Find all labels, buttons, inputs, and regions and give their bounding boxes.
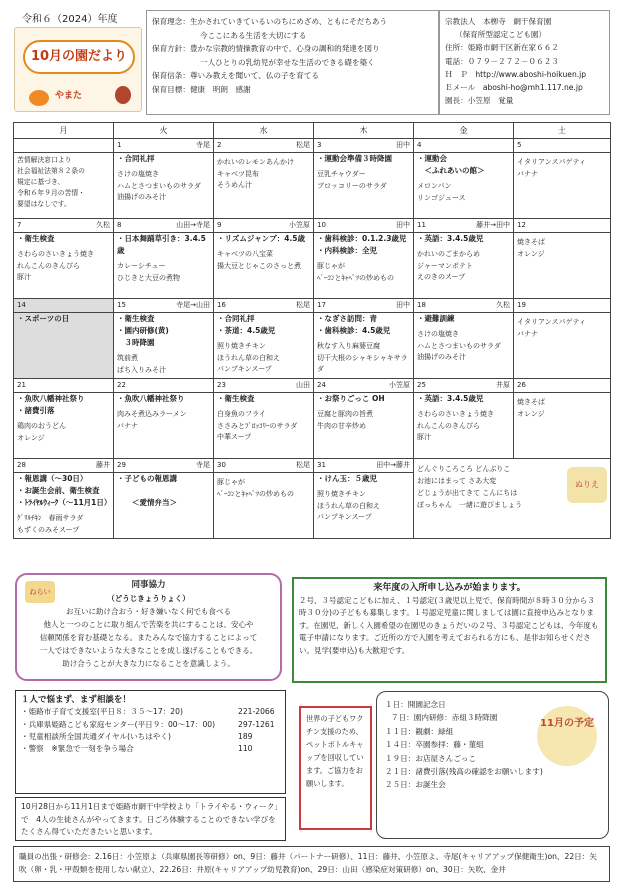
event-text: ・歯科検診：0.1.2.3歳児 ・内科検診：全児 [317, 234, 407, 255]
pet-bottle-notice: 世界の子どもワクチン支援のため、ペットボトルキャップを回収しています。ご協力をお願いします。 [299, 706, 372, 830]
event-cell [214, 393, 314, 459]
date-cell [214, 299, 314, 313]
date-number: 25 [417, 381, 426, 389]
date-number: 5 [517, 141, 522, 149]
event-text: ・合同礼拝 ・茶道：4.5歳児 [217, 314, 276, 335]
lunch-menu: さけの塩焼き ハムとさつまいものサラダ 油揚げのみそ汁 [117, 170, 201, 201]
date-cell [514, 299, 611, 313]
staff-name: 井原 [496, 381, 510, 389]
date-number: 19 [517, 301, 526, 309]
philosophy-line: 保育信条：尊いみ教えを聞いて、仏の子を育てる [152, 71, 319, 81]
event-row [14, 393, 611, 459]
day-header: 木 [314, 123, 414, 139]
org-website[interactable]: Ｈ Ｐ http://www.aboshi-hoikuen.jp [445, 69, 587, 79]
staff-name: 山田→寺尾 [176, 221, 210, 229]
event-cell [114, 473, 214, 539]
november-item: １９日：お店屋さんごっこ [385, 753, 476, 763]
event-text: ・日本舞踊草引き：3.4.5歳 [117, 234, 206, 255]
event-text: ・なぎさ訪問：青 ・歯科検診：4.5歳児 [317, 314, 391, 335]
november-item: ２５日：お誕生会 [385, 780, 446, 790]
staff-name: 寺尾→山田 [176, 301, 210, 309]
consult-number[interactable]: 110 [238, 744, 253, 754]
date-cell [314, 379, 414, 393]
pumpkin-icon [29, 90, 49, 106]
consult-number[interactable]: 221-2066 [238, 707, 275, 717]
newsletter-logo [14, 27, 142, 112]
november-icon: 11月の予定 [537, 706, 597, 766]
consult-label: ・児童相談所全国共通ダイヤル(いちはやく) [21, 731, 171, 741]
event-text: ・魚吹八幡神社祭り ・諸費引落 [17, 394, 85, 415]
day-header: 金 [414, 123, 514, 139]
date-number: 22 [117, 381, 126, 389]
event-cell [414, 313, 514, 379]
event-cell [214, 233, 314, 299]
lunch-menu: 豚じゃが ﾍﾞｰｺﾝとｷｬﾍﾞﾂの炒めもの [317, 262, 394, 282]
date-cell [14, 219, 114, 233]
event-cell [114, 313, 214, 379]
chestnut-icon [115, 86, 131, 104]
date-number: 29 [117, 461, 126, 469]
date-cell [114, 299, 214, 313]
staff-name: 小笠原 [389, 381, 410, 389]
date-number: 30 [217, 461, 226, 469]
day-header: 土 [514, 123, 611, 139]
event-cell [14, 393, 114, 459]
date-number: 14 [17, 301, 26, 309]
cooperation-line: お互いに助け合おう・好き嫌いなく何でも食べる [66, 607, 231, 616]
event-cell [114, 393, 214, 459]
date-cell [514, 139, 611, 153]
org-line: （保育所型認定こども園） [455, 30, 547, 40]
event-cell [414, 233, 514, 299]
event-text: ・リズムジャンプ：4.5歳 [217, 234, 305, 243]
lunch-menu: 豚じゃが ﾍﾞｰｺﾝとｷｬﾍﾞﾂの炒めもの [217, 478, 294, 498]
event-text: ・けん玉：５歳児 [317, 474, 377, 483]
lunch-menu: さわらのさいきょう焼き れんこんのきんぴら 豚汁 [17, 250, 94, 281]
date-number: 1 [117, 141, 122, 149]
lunch-menu: キャベツの八宝菜 揚大豆とじゃこのさっと煮 [217, 250, 301, 270]
date-number: 2 [217, 141, 222, 149]
cooperation-title: 同事協力 [131, 580, 166, 590]
event-text: ・衛生検査 [17, 234, 55, 243]
event-cell [514, 393, 611, 459]
event-cell [514, 153, 611, 219]
lunch-menu: イタリアンスパゲティ バナナ [517, 318, 586, 338]
staff-training-notice: 職員の出張・研修会：2.16日：小笠原よ（兵庫県園長等研修）on、9日：藤井（パートナー研修）、11日：藤井、小笠原よ、寺尾(キャリアアップ保健衛生)on、22日：矢吹（卵・乳・甲殻類を使用しない献立）、22.26日：井原(キャリアアップ幼児教育)on、29日：山田（感染症対策研修）on、30日：矢吹、金井 [13, 846, 610, 882]
staff-name: 小笠原 [289, 221, 310, 229]
poem-text: どんぐりころころ どんぶりこ お池にはまって さあ大変 どじょうが出てきて こんにちは ぼっちゃん 一緒に遊びましょう [417, 465, 522, 509]
consult-number[interactable]: 297-1261 [238, 719, 275, 729]
date-number: 26 [517, 381, 526, 389]
philosophy-line: 今ここにある生活を大切にする [200, 30, 307, 40]
philosophy-line: 保育目標：健康 明朗 感謝 [152, 84, 251, 94]
date-cell [14, 459, 114, 473]
date-row [14, 459, 611, 473]
lunch-menu: 鶏肉のおうどん オレンジ [17, 422, 66, 442]
event-text: ・避難訓練 [417, 314, 455, 323]
fiscal-year: 令和６（2024）年度 [22, 14, 118, 25]
staff-name: 田中 [396, 301, 410, 309]
date-cell [414, 139, 514, 153]
event-text: ・子どもの報恩講 ＜愛情弁当＞ [117, 474, 177, 507]
date-number: 4 [417, 141, 422, 149]
date-row [14, 299, 611, 313]
event-cell [314, 153, 414, 219]
event-text: ・衛生検査 ・園内研修(黄) ３時降園 [117, 314, 169, 347]
date-cell [14, 299, 114, 313]
lunch-menu: 秋なす入り麻婆豆腐 切干大根のシャキシャキサラダ [317, 342, 408, 373]
lunch-menu: ｸﾞﾘﾙﾁｷﾝ 春雨サラダ もずくのみそスープ [17, 514, 84, 534]
admission-box [292, 577, 607, 683]
date-number: 12 [517, 221, 526, 229]
staff-name: 田中 [396, 221, 410, 229]
cooperation-line: 助け合うことが大きな力になることを意識しよう。 [62, 659, 235, 668]
consultation-row [21, 731, 280, 743]
date-row [14, 379, 611, 393]
staff-name: 松尾 [296, 141, 310, 149]
lunch-menu: イタリアンスパゲティ バナナ [517, 158, 586, 178]
event-cell [314, 393, 414, 459]
event-cell [314, 233, 414, 299]
cooperation-line: 信頼関係を育む基礎となる。またみんなで協力することによって [39, 633, 258, 642]
november-item: ７日：園内研修：赤組３時降園 [391, 713, 498, 723]
date-cell [114, 139, 214, 153]
staff-name: 寺尾 [196, 141, 210, 149]
lunch-menu: 白身魚のフライ ささみとﾌﾞﾛｯｺﾘｰのサラダ 中華スープ [217, 410, 298, 441]
date-cell [414, 299, 514, 313]
logo-caption: やまた [55, 91, 83, 101]
staff-name: 田中 [396, 141, 410, 149]
lunch-menu: 焼きそば オレンジ [517, 398, 545, 418]
consult-label: ・警察 ※緊急で一刻を争う場合 [21, 744, 134, 754]
lunch-menu: 肉みそ煮込みラーメン バナナ [117, 410, 187, 430]
lunch-menu: さけの塩焼き ハムとさつまいものサラダ 油揚げのみそ汁 [417, 330, 501, 361]
lunch-menu: カレーシチュー ひじきと大豆の煮物 [117, 262, 180, 282]
november-item: １日：開園記念日 [385, 700, 446, 709]
day-header: 火 [114, 123, 214, 139]
staff-name: 藤井 [96, 461, 110, 469]
event-cell [114, 233, 214, 299]
event-cell [414, 393, 514, 459]
philosophy-box [146, 10, 439, 115]
lunch-menu: さわらのさいきょう焼き れんこんのきんぴら 豚汁 [417, 410, 494, 441]
event-cell [314, 473, 414, 539]
event-cell [114, 153, 214, 219]
date-cell [314, 299, 414, 313]
date-cell [214, 379, 314, 393]
date-row [14, 139, 611, 153]
november-item: ２１日：諸費引落(残高の確認をお願いします) [385, 767, 543, 777]
org-address: 住所：姫路市網干区新在家６６２ [445, 43, 559, 53]
lunch-menu: 焼きそば オレンジ [517, 238, 545, 258]
try-yaru-week-notice: 10月28日から11月1日まで姫路市網干中学校より「トライやる・ウィーク」で 4人の生徒さんがやってきます。日ごろ体験することのできない学びをたくさん得ていただきたいと思います。 [15, 797, 286, 841]
org-principal: 園長：小笠原 覚量 [445, 96, 514, 106]
event-text: ・お祭りごっこ OH [317, 394, 385, 403]
date-cell [314, 139, 414, 153]
event-text: ・運動会 ＜ふれあいの館＞ [417, 154, 485, 175]
date-cell [114, 219, 214, 233]
event-row [14, 313, 611, 379]
event-text: ・魚吹八幡神社祭り [117, 394, 185, 403]
acorn-icon: ぬりえ [567, 467, 607, 503]
cooperation-subtitle: （どうじきょうりょく） [107, 594, 190, 603]
event-row [14, 153, 611, 219]
date-cell [14, 379, 114, 393]
cooperation-line: 他人と一つのことに取り組んで苦楽を共にすることは、安心や [43, 620, 254, 629]
date-cell [514, 219, 611, 233]
consultation-row [21, 719, 280, 731]
date-cell [314, 459, 414, 473]
date-number: 21 [17, 381, 26, 389]
event-cell [414, 153, 514, 219]
consultation-box [15, 690, 286, 794]
consult-number[interactable]: 189 [238, 731, 253, 741]
november-item: １４日：卒園参拝：藤・菫組 [385, 740, 484, 750]
org-line: 宗教法人 本栁寺 網干保育園 [445, 17, 552, 26]
lunch-menu: 照り焼きチキン ほうれん草の白和え パンプキンスープ [217, 342, 280, 373]
event-cell [14, 153, 114, 219]
lunch-menu: 照り焼きチキン ほうれん草の白和え パンプキンスープ [317, 490, 380, 521]
date-cell [514, 379, 611, 393]
november-item: １１日：観劇：緑組 [385, 726, 454, 736]
event-text: ・合同礼拝 [117, 154, 155, 163]
staff-name: 松尾 [296, 461, 310, 469]
logo-title: 10月の園だより [23, 40, 135, 74]
staff-name: 久松 [96, 221, 110, 229]
event-row [14, 233, 611, 299]
admission-title: 来年度の入所申し込みが始まります。 [373, 583, 526, 593]
date-number: 16 [217, 301, 226, 309]
date-cell [314, 219, 414, 233]
date-number: 24 [317, 381, 326, 389]
event-text: ・英語：3.4.5歳児 [417, 394, 484, 403]
date-number: 17 [317, 301, 326, 309]
philosophy-line: 保育理念：生かされていきているいのちにめざめ、ともにそだちあう [152, 17, 388, 26]
event-cell [214, 313, 314, 379]
consultation-title: １人で悩まず、まず相談を！ [21, 695, 131, 705]
philosophy-line: 一人ひとりの乳幼児が幸せな生活のできる礎を築く [200, 57, 375, 67]
event-cell [514, 233, 611, 299]
lunch-menu: かれいのごまからめ ジャーマンポテト えのきのスープ [417, 250, 480, 281]
event-cell [14, 313, 114, 379]
date-number: 15 [117, 301, 126, 309]
date-cell [414, 379, 514, 393]
event-text: ・衛生検査 [217, 394, 255, 403]
date-number: 9 [217, 221, 222, 229]
event-text: ・報恩講（～30日） ・お誕生会前、衛生検査 ・ﾄﾗｲﾔﾙｳｨｰｸ（～11月1日） [17, 474, 112, 507]
november-schedule [376, 691, 609, 839]
date-cell [214, 459, 314, 473]
date-number: 23 [217, 381, 226, 389]
staff-name: 久松 [496, 301, 510, 309]
date-number: 31 [317, 461, 326, 469]
event-cell [214, 153, 314, 219]
org-phone: 電話：０７９－２７２－０６２３ [445, 56, 559, 66]
date-number: 28 [17, 461, 26, 469]
lunch-menu: 豆腐と豚肉の旨煮 牛肉の甘辛炒め [317, 410, 373, 430]
date-cell [114, 459, 214, 473]
lunch-menu: かれいのレモンあんかけ キャベツ昆布 そうめん汁 [217, 158, 294, 189]
aim-icon: ねらい [25, 581, 55, 603]
calendar-table [13, 122, 611, 539]
cooperation-line: 一人ではできないような大きなことを成し遂げることもできる。 [39, 646, 258, 655]
consult-label: ・兵庫県姫路こども家庭センター(平日９：00～17：00) [21, 719, 216, 729]
admission-body: ２号、３号認定こどもに加え、１号認定(３歳児以上児で、保育時間が８時３０分から３時３０分)の子どもも募集します。１号認定児童に関しましては園に直接申込みとなります。在園児、新しく入園希望の在園児のきょうだいの２号、３号認定こどもは、今年度も電子申請になります。ご近所の方で入園を考えておられる方にも、是非お知らせください。見学(要申込)も大歓迎です。 [299, 595, 599, 655]
date-number: 10 [317, 221, 326, 229]
org-email[interactable]: Ｅメール aboshi-ho@mh1.117.ne.jp [445, 83, 583, 93]
date-number: 3 [317, 141, 322, 149]
consultation-row [21, 743, 280, 755]
consult-label: ・姫路市子育て支援室(平日８：３５～17：20) [21, 707, 183, 717]
staff-name: 藤井→田中 [476, 221, 510, 229]
date-cell [14, 139, 114, 153]
staff-name: 山田 [296, 381, 310, 389]
lunch-menu: 筑前煮 ぱち入りみそ汁 [117, 354, 166, 374]
event-cell [14, 473, 114, 539]
date-cell [414, 459, 611, 539]
staff-name: 松尾 [296, 301, 310, 309]
date-row [14, 219, 611, 233]
date-number: 18 [417, 301, 426, 309]
cooperation-box [15, 573, 282, 681]
date-number: 7 [17, 221, 22, 229]
date-cell [214, 219, 314, 233]
event-cell [14, 233, 114, 299]
event-cell [514, 313, 611, 379]
event-cell [214, 473, 314, 539]
lunch-menu: メロンパン リンゴジュース [417, 182, 466, 202]
day-header: 水 [214, 123, 314, 139]
consultation-row [21, 706, 280, 718]
day-header: 月 [14, 123, 114, 139]
date-cell [114, 379, 214, 393]
date-cell [214, 139, 314, 153]
staff-name: 田中→藤井 [376, 461, 410, 469]
date-number: 8 [117, 221, 122, 229]
event-text: ・英語：3.4.5歳児 [417, 234, 484, 243]
date-number: 11 [417, 221, 426, 229]
calendar-header-row [14, 123, 611, 139]
lunch-menu: 豆乳チャウダー ブロッコリーのサラダ [317, 170, 387, 190]
date-cell [414, 219, 514, 233]
event-text: ・スポーツの日 [17, 314, 70, 323]
staff-name: 寺尾 [196, 461, 210, 469]
event-cell [314, 313, 414, 379]
organization-box [439, 10, 610, 115]
philosophy-line: 保育方針：豊かな宗教的情操教育の中で、心身の調和的発達を図り [152, 44, 380, 54]
event-text: ・運動会準備３時降園 [317, 154, 392, 163]
complaint-note: 苦情解決窓口より 社会福祉法第８２条の 規定に基づき、 令和６年９月の苦情・ 要望はなしです。 [17, 156, 85, 208]
